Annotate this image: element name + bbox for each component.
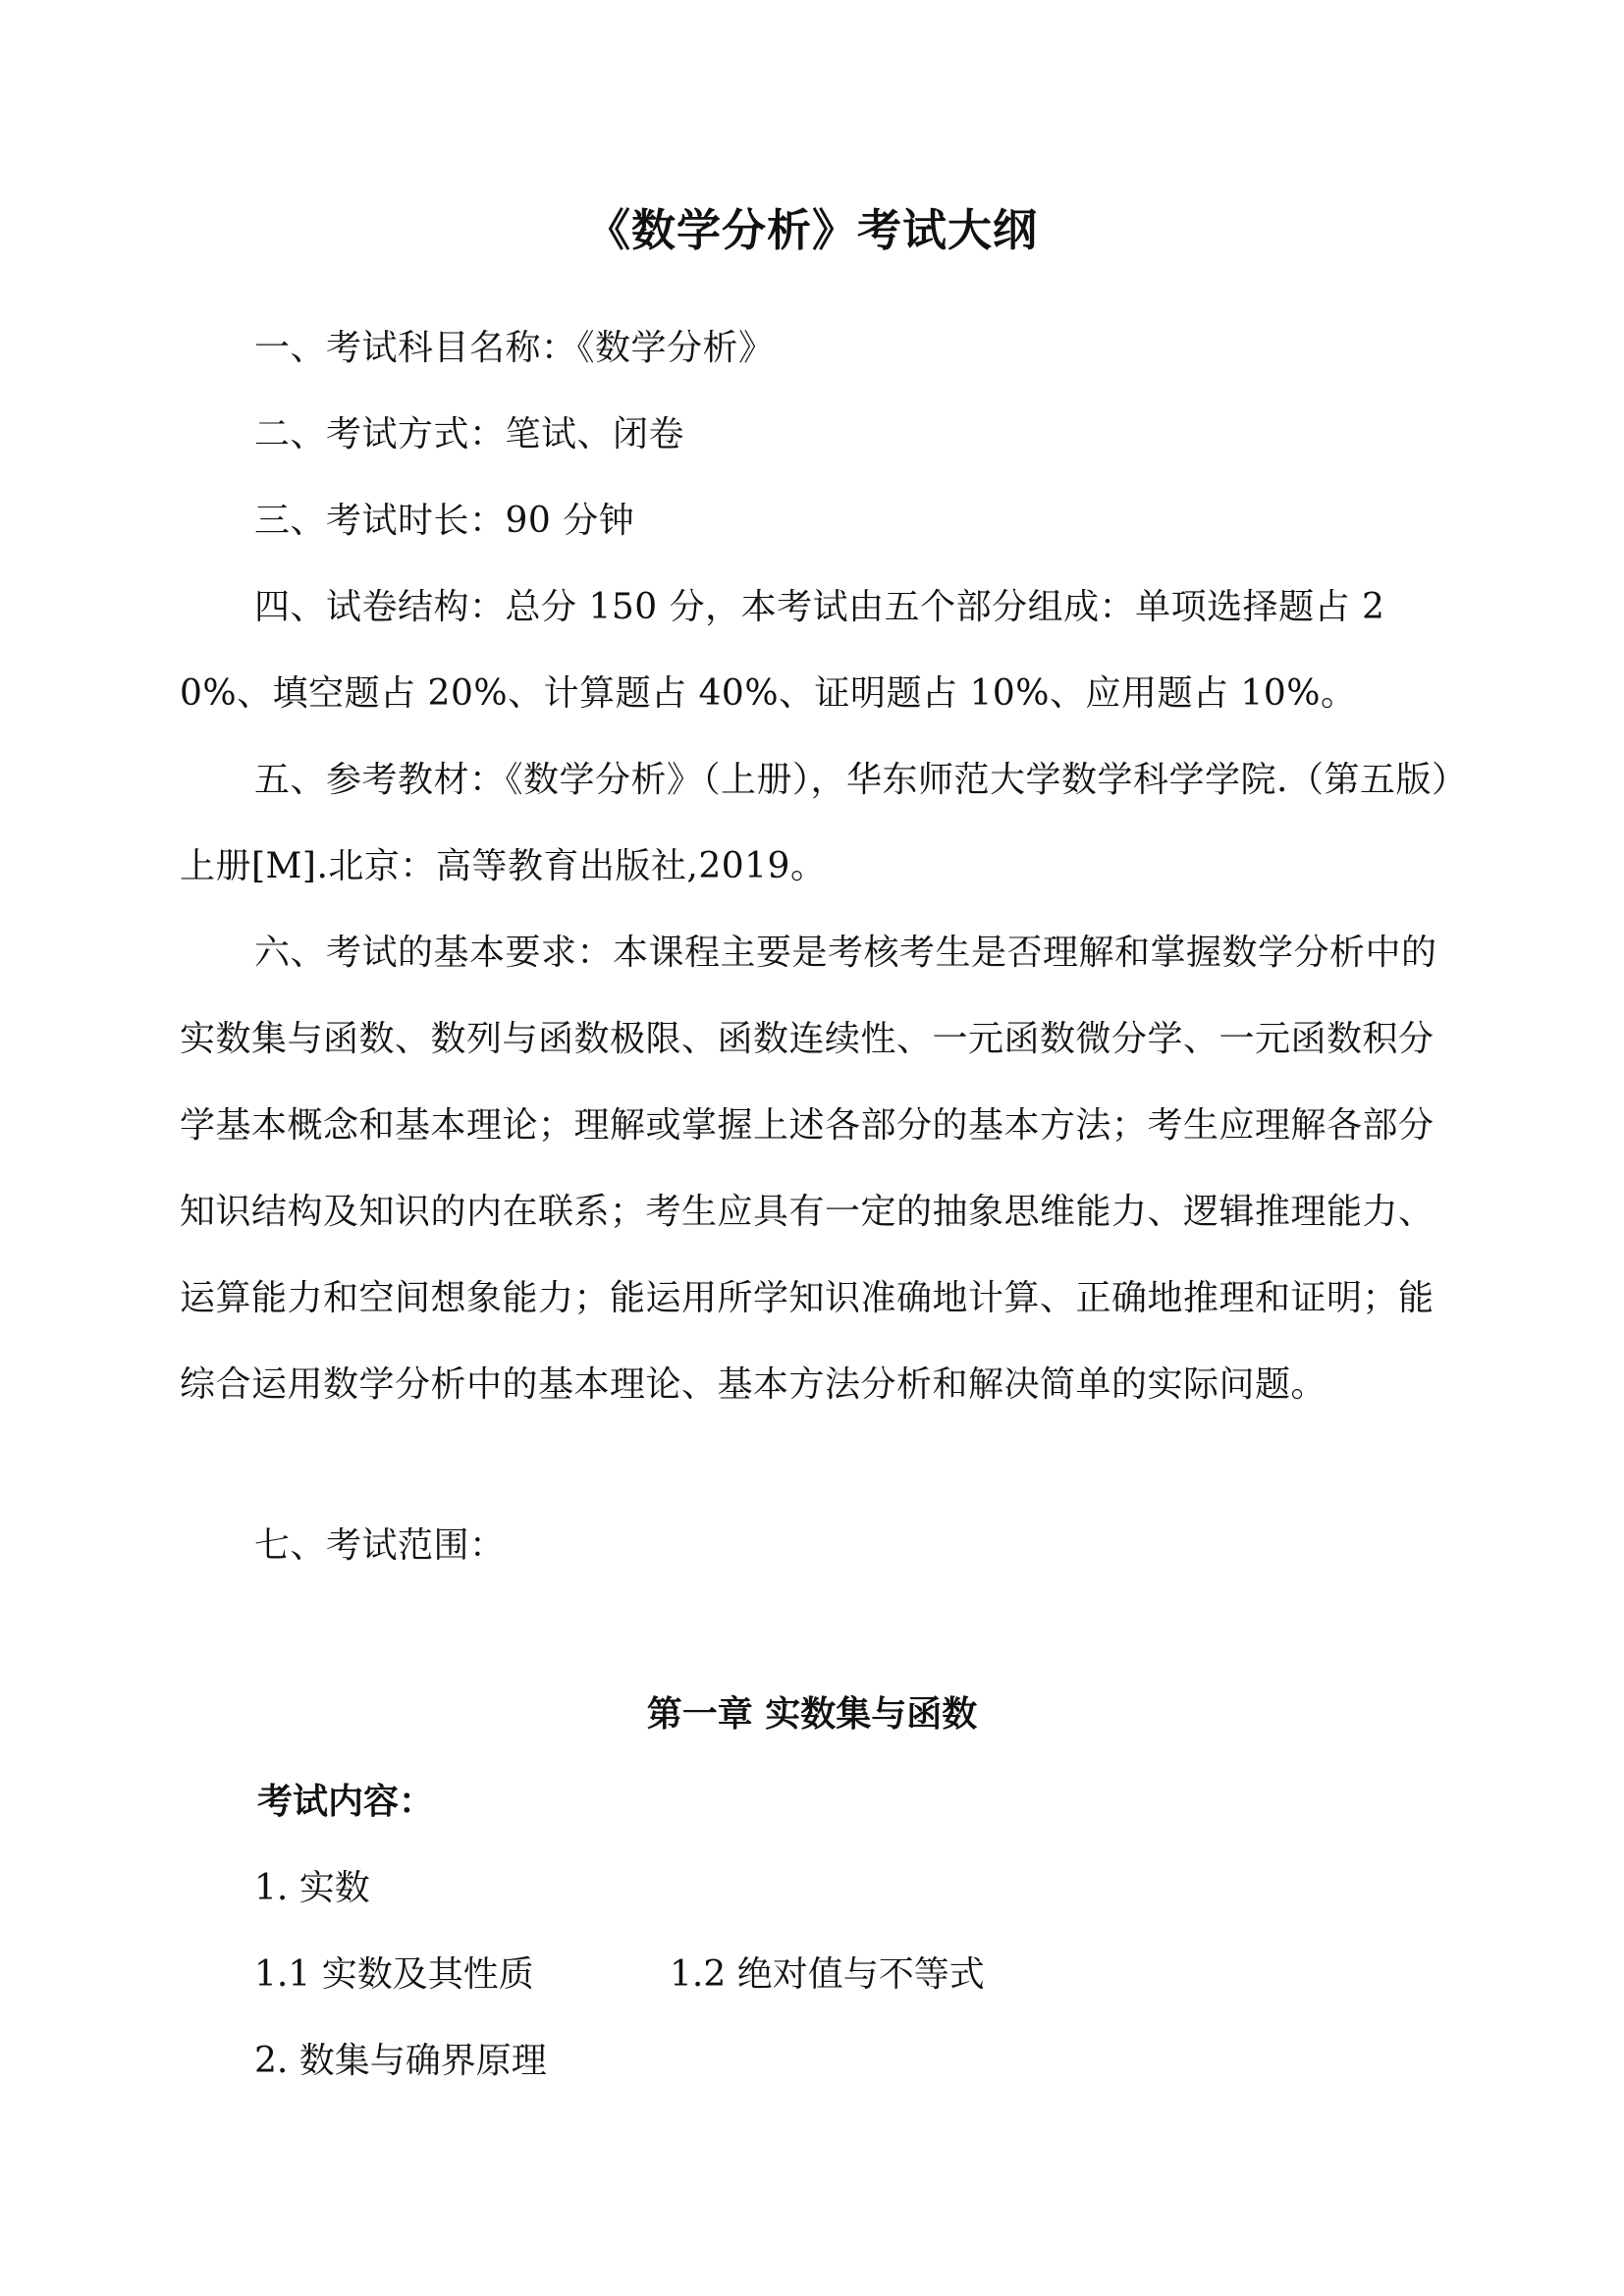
item-exam-scope: 七、考试范围： bbox=[254, 1525, 506, 1566]
document-title: 《数学分析》考试大纲 bbox=[585, 204, 1038, 256]
item-basic-requirements: 六、考试的基本要求：本课程主要是考核考生是否理解和掌握数学分析中的实数集与函数、数列与函数极限、函数连续性、一元函数微分学、一元函数积分学基本概念和基本理论；理解或掌握上述各部分的基本方法；考生应理解各部分知识结构及知识的内在联系；考生应具有一定的抽象思维能力、逻辑推理能力、运算能力和空间想象能力；能运用所学知识准确地计算、正确地推理和证明；能综合运用数学分析中的基本理论、基本方法分析和解决简单的实际问题。 bbox=[180, 933, 1437, 1405]
topic-number-sets-supremum: 2. 数集与确界原理 bbox=[254, 2041, 547, 2081]
chapter-title: 第一章 实数集与函数 bbox=[646, 1694, 978, 1735]
item-duration: 三、考试时长：90 分钟 bbox=[254, 501, 635, 541]
exam-content-label: 考试内容： bbox=[257, 1782, 435, 1822]
item-textbook: 五、参考教材：《数学分析》（上册），华东师范大学数学科学学院.（第五版）上册[M].北京：高等教育出版社,2019。 bbox=[180, 760, 1450, 886]
item-paper-structure: 四、试卷结构：总分 150 分，本考试由五个部分组成：单项选择题占 20%、填空题占 20%、计算题占 40%、证明题占 10%、应用题占 10%。 bbox=[180, 587, 1385, 714]
topic-real-numbers: 1. 实数 bbox=[254, 1868, 370, 1908]
topic-real-number-properties: 1.1 实数及其性质 bbox=[254, 1954, 534, 1995]
item-exam-mode: 二、考试方式：笔试、闭卷 bbox=[254, 414, 685, 454]
item-subject: 一、考试科目名称：《数学分析》 bbox=[254, 328, 775, 368]
topic-absolute-value-inequalities: 1.2 绝对值与不等式 bbox=[670, 1954, 985, 1995]
